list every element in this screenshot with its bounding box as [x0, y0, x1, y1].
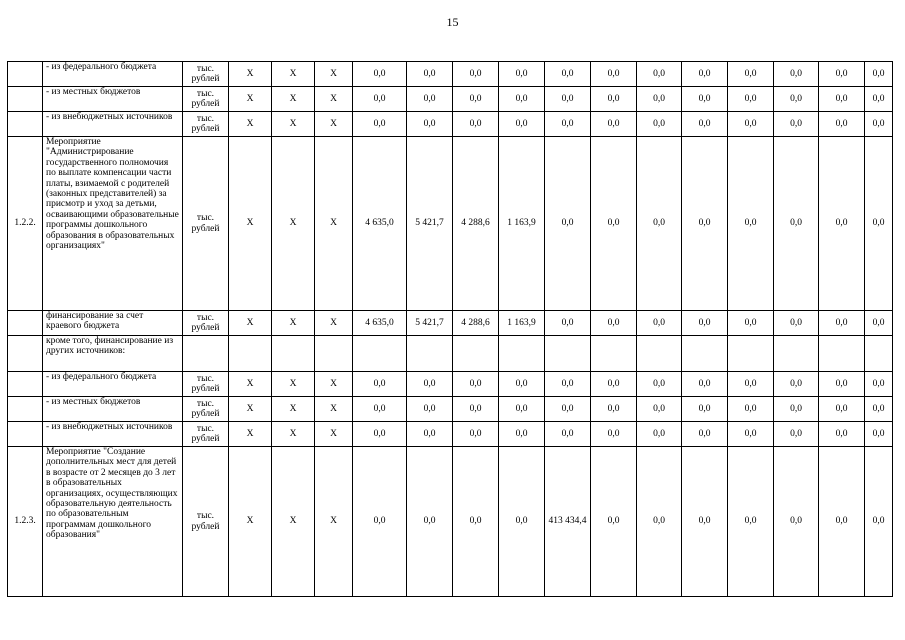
value-cell: 0,0 — [682, 311, 728, 336]
value-cell: 0,0 — [499, 62, 545, 87]
value-cell: 0,0 — [682, 137, 728, 311]
table-row — [8, 447, 893, 597]
row-name-cell: - из внебюджетных источников — [43, 422, 183, 447]
x-marker-cell: X — [229, 422, 272, 447]
value-cell: 0,0 — [353, 447, 407, 597]
unit-cell: тыс. рублей — [183, 112, 229, 137]
table-row — [8, 336, 893, 372]
table-row — [8, 422, 893, 447]
x-marker-cell: X — [229, 137, 272, 311]
row-number-cell — [8, 372, 43, 397]
x-marker-cell: X — [315, 311, 353, 336]
x-marker-cell — [315, 336, 353, 372]
x-marker-cell — [229, 336, 272, 372]
row-name-cell: - из местных бюджетов — [43, 87, 183, 112]
page-number: 15 — [446, 15, 459, 29]
value-cell: 0,0 — [545, 62, 591, 87]
value-cell — [865, 336, 893, 372]
row-number-cell — [8, 397, 43, 422]
value-cell: 0,0 — [728, 137, 774, 311]
value-cell: 0,0 — [728, 62, 774, 87]
x-marker-cell: X — [229, 62, 272, 87]
value-cell: 0,0 — [545, 112, 591, 137]
unit-cell: тыс. рублей — [183, 422, 229, 447]
unit-cell: тыс. рублей — [183, 447, 229, 597]
value-cell: 0,0 — [865, 87, 893, 112]
value-cell: 0,0 — [728, 397, 774, 422]
x-marker-cell: X — [229, 87, 272, 112]
value-cell: 0,0 — [407, 62, 453, 87]
value-cell: 0,0 — [353, 372, 407, 397]
value-cell: 0,0 — [819, 422, 865, 447]
table-row — [8, 112, 893, 137]
value-cell: 0,0 — [353, 62, 407, 87]
value-cell: 0,0 — [774, 112, 819, 137]
row-number-cell — [8, 112, 43, 137]
value-cell: 0,0 — [353, 112, 407, 137]
value-cell: 1 163,9 — [499, 311, 545, 336]
row-name-cell: - из внебюджетных источников — [43, 112, 183, 137]
unit-cell — [183, 336, 229, 372]
value-cell: 0,0 — [728, 447, 774, 597]
value-cell: 0,0 — [819, 447, 865, 597]
x-marker-cell: X — [229, 372, 272, 397]
x-marker-cell: X — [315, 372, 353, 397]
value-cell: 0,0 — [728, 422, 774, 447]
value-cell: 5 421,7 — [407, 137, 453, 311]
value-cell: 0,0 — [865, 397, 893, 422]
value-cell: 0,0 — [865, 422, 893, 447]
value-cell: 0,0 — [865, 447, 893, 597]
value-cell: 0,0 — [407, 397, 453, 422]
value-cell: 0,0 — [353, 422, 407, 447]
table-row — [8, 87, 893, 112]
x-marker-cell: X — [229, 397, 272, 422]
value-cell: 0,0 — [453, 87, 499, 112]
value-cell: 4 635,0 — [353, 311, 407, 336]
value-cell: 0,0 — [591, 62, 637, 87]
value-cell: 0,0 — [637, 447, 682, 597]
value-cell: 0,0 — [499, 372, 545, 397]
x-marker-cell — [272, 336, 315, 372]
value-cell: 0,0 — [591, 112, 637, 137]
x-marker-cell: X — [315, 422, 353, 447]
value-cell: 4 635,0 — [353, 137, 407, 311]
value-cell — [353, 336, 407, 372]
value-cell: 4 288,6 — [453, 137, 499, 311]
value-cell: 0,0 — [774, 422, 819, 447]
x-marker-cell: X — [272, 62, 315, 87]
unit-cell: тыс. рублей — [183, 62, 229, 87]
row-number-cell — [8, 311, 43, 336]
value-cell: 0,0 — [637, 372, 682, 397]
value-cell: 0,0 — [682, 397, 728, 422]
x-marker-cell: X — [229, 447, 272, 597]
value-cell: 4 288,6 — [453, 311, 499, 336]
value-cell: 0,0 — [728, 372, 774, 397]
value-cell: 0,0 — [728, 112, 774, 137]
value-cell: 0,0 — [453, 397, 499, 422]
value-cell: 0,0 — [819, 372, 865, 397]
x-marker-cell: X — [315, 62, 353, 87]
unit-cell: тыс. рублей — [183, 137, 229, 311]
budget-table — [7, 61, 893, 597]
row-number-cell — [8, 336, 43, 372]
row-name-cell: финансирование за счет краевого бюджета — [43, 311, 183, 336]
table-row — [8, 311, 893, 336]
value-cell: 0,0 — [453, 422, 499, 447]
value-cell: 0,0 — [453, 112, 499, 137]
value-cell: 0,0 — [353, 397, 407, 422]
value-cell: 0,0 — [545, 311, 591, 336]
row-name-cell: - из федерального бюджета — [43, 62, 183, 87]
x-marker-cell: X — [315, 112, 353, 137]
value-cell: 0,0 — [682, 447, 728, 597]
value-cell: 0,0 — [637, 112, 682, 137]
value-cell: 0,0 — [774, 311, 819, 336]
value-cell: 0,0 — [499, 447, 545, 597]
value-cell: 0,0 — [407, 422, 453, 447]
value-cell: 0,0 — [499, 112, 545, 137]
x-marker-cell: X — [272, 447, 315, 597]
value-cell: 0,0 — [545, 87, 591, 112]
unit-cell: тыс. рублей — [183, 372, 229, 397]
value-cell: 0,0 — [637, 137, 682, 311]
value-cell: 0,0 — [682, 422, 728, 447]
value-cell: 0,0 — [545, 137, 591, 311]
value-cell: 0,0 — [865, 112, 893, 137]
value-cell: 0,0 — [774, 137, 819, 311]
value-cell: 0,0 — [407, 112, 453, 137]
x-marker-cell: X — [229, 311, 272, 336]
value-cell: 0,0 — [865, 311, 893, 336]
value-cell — [407, 336, 453, 372]
value-cell: 0,0 — [728, 311, 774, 336]
value-cell: 0,0 — [407, 447, 453, 597]
value-cell: 0,0 — [637, 422, 682, 447]
value-cell: 0,0 — [774, 62, 819, 87]
value-cell: 0,0 — [499, 87, 545, 112]
value-cell: 0,0 — [819, 397, 865, 422]
x-marker-cell: X — [272, 311, 315, 336]
unit-cell: тыс. рублей — [183, 311, 229, 336]
value-cell — [774, 336, 819, 372]
value-cell: 0,0 — [545, 422, 591, 447]
value-cell — [453, 336, 499, 372]
x-marker-cell: X — [272, 372, 315, 397]
x-marker-cell: X — [315, 87, 353, 112]
value-cell: 0,0 — [682, 87, 728, 112]
table-row — [8, 397, 893, 422]
value-cell — [682, 336, 728, 372]
row-number-cell — [8, 87, 43, 112]
value-cell: 0,0 — [682, 112, 728, 137]
x-marker-cell: X — [272, 422, 315, 447]
value-cell: 0,0 — [545, 372, 591, 397]
row-number-cell: 1.2.2. — [8, 137, 43, 311]
value-cell: 0,0 — [407, 372, 453, 397]
value-cell: 0,0 — [353, 87, 407, 112]
row-number-cell — [8, 62, 43, 87]
value-cell: 0,0 — [637, 311, 682, 336]
row-number-cell: 1.2.3. — [8, 447, 43, 597]
x-marker-cell: X — [272, 137, 315, 311]
value-cell: 0,0 — [819, 311, 865, 336]
value-cell: 0,0 — [774, 397, 819, 422]
value-cell: 0,0 — [591, 397, 637, 422]
value-cell: 0,0 — [591, 372, 637, 397]
row-name-cell: - из местных бюджетов — [43, 397, 183, 422]
value-cell: 0,0 — [774, 372, 819, 397]
table-row — [8, 372, 893, 397]
value-cell: 0,0 — [728, 87, 774, 112]
value-cell: 0,0 — [682, 372, 728, 397]
x-marker-cell: X — [272, 397, 315, 422]
value-cell: 0,0 — [865, 372, 893, 397]
value-cell: 0,0 — [591, 422, 637, 447]
value-cell: 0,0 — [682, 62, 728, 87]
x-marker-cell: X — [229, 112, 272, 137]
value-cell: 0,0 — [545, 397, 591, 422]
x-marker-cell: X — [315, 447, 353, 597]
x-marker-cell: X — [272, 112, 315, 137]
value-cell: 0,0 — [591, 447, 637, 597]
value-cell: 0,0 — [637, 87, 682, 112]
value-cell: 5 421,7 — [407, 311, 453, 336]
table-row — [8, 137, 893, 311]
unit-cell: тыс. рублей — [183, 397, 229, 422]
value-cell: 0,0 — [819, 112, 865, 137]
row-name-cell: кроме того, финансирование из других источников: — [43, 336, 183, 372]
unit-cell: тыс. рублей — [183, 87, 229, 112]
row-name-cell: Мероприятие "Создание дополнительных мест для детей в возрасте от 2 месяцев до 3 лет в образовательных организациях, осуществляющих образовательную деятельность по образовательным программам дошкольного образования" — [43, 447, 183, 597]
x-marker-cell: X — [315, 397, 353, 422]
value-cell: 0,0 — [407, 87, 453, 112]
row-name-cell: - из федерального бюджета — [43, 372, 183, 397]
value-cell — [499, 336, 545, 372]
value-cell — [728, 336, 774, 372]
value-cell: 0,0 — [499, 422, 545, 447]
value-cell — [819, 336, 865, 372]
value-cell: 0,0 — [865, 137, 893, 311]
row-number-cell — [8, 422, 43, 447]
row-name-cell: Мероприятие "Администрирование государственного полномочия по выплате компенсации части платы, взимаемой с родителей (законных представителей) за присмотр и уход за детьми, осваивающими образовательные программы дошкольного образования в образовательных организациях" — [43, 137, 183, 311]
value-cell: 0,0 — [591, 311, 637, 336]
value-cell: 0,0 — [591, 137, 637, 311]
value-cell: 0,0 — [453, 62, 499, 87]
value-cell: 0,0 — [591, 87, 637, 112]
value-cell: 1 163,9 — [499, 137, 545, 311]
table-row — [8, 62, 893, 87]
value-cell — [545, 336, 591, 372]
value-cell — [591, 336, 637, 372]
value-cell: 0,0 — [819, 62, 865, 87]
value-cell: 0,0 — [819, 137, 865, 311]
value-cell: 413 434,4 — [545, 447, 591, 597]
x-marker-cell: X — [272, 87, 315, 112]
value-cell — [637, 336, 682, 372]
value-cell: 0,0 — [637, 62, 682, 87]
value-cell: 0,0 — [865, 62, 893, 87]
value-cell: 0,0 — [637, 397, 682, 422]
value-cell: 0,0 — [453, 447, 499, 597]
value-cell: 0,0 — [499, 397, 545, 422]
value-cell: 0,0 — [819, 87, 865, 112]
x-marker-cell: X — [315, 137, 353, 311]
value-cell: 0,0 — [453, 372, 499, 397]
value-cell: 0,0 — [774, 87, 819, 112]
value-cell: 0,0 — [774, 447, 819, 597]
